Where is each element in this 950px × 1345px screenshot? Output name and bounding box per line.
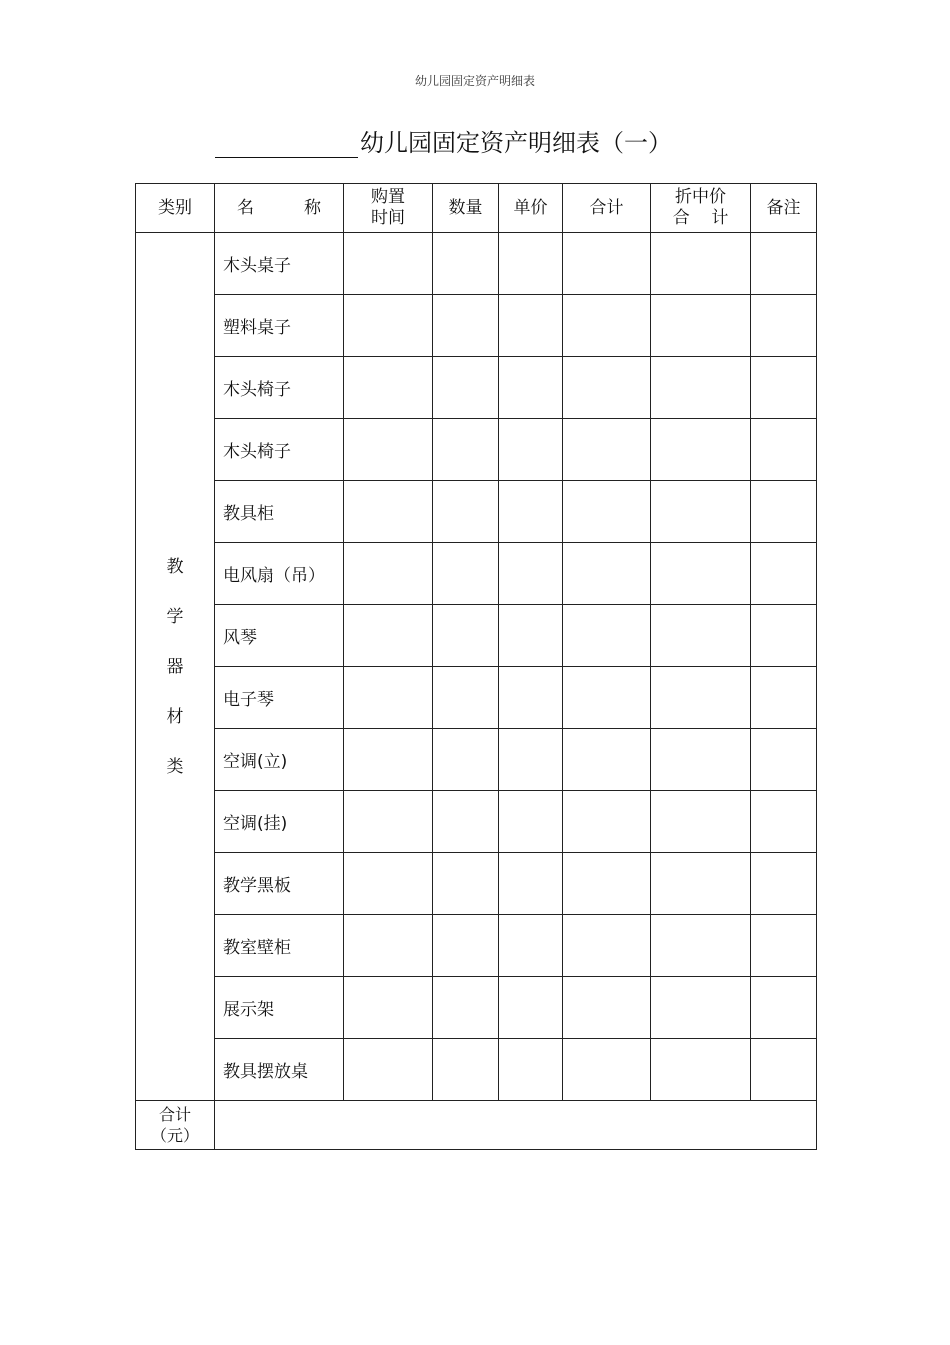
- header-depreciated-total: [651, 184, 751, 233]
- running-header: 幼儿园固定资产明细表: [414, 74, 535, 88]
- remarks-cell[interactable]: [751, 419, 817, 481]
- remarks-cell[interactable]: [751, 481, 817, 543]
- item-name: 木头桌子: [215, 233, 344, 295]
- header-purchase-line1: 购置: [371, 187, 405, 207]
- table-row: [136, 543, 817, 605]
- remarks-cell[interactable]: [751, 1039, 817, 1101]
- table-header-row: [136, 184, 817, 233]
- quantity-cell[interactable]: [433, 667, 499, 729]
- table-row: [136, 791, 817, 853]
- item-name: 电风扇（吊）: [215, 543, 344, 605]
- remarks-cell[interactable]: [751, 667, 817, 729]
- header-purchase-line2: 时间: [371, 208, 405, 228]
- asset-table: [135, 183, 817, 1150]
- header-depr-line2-a: 合: [672, 208, 690, 228]
- depreciated-total-cell[interactable]: [651, 357, 751, 419]
- category-char: 器: [166, 656, 184, 677]
- title-fill-blank: [215, 129, 358, 158]
- remarks-cell[interactable]: [751, 357, 817, 419]
- header-category: 类别: [136, 184, 215, 233]
- depreciated-total-cell[interactable]: [651, 233, 751, 295]
- total-label: [136, 1101, 215, 1150]
- item-name: 电子琴: [215, 667, 344, 729]
- quantity-cell[interactable]: [433, 915, 499, 977]
- depreciated-total-cell[interactable]: [651, 977, 751, 1039]
- item-name: 木头椅子: [215, 357, 344, 419]
- subtotal-cell[interactable]: [563, 481, 651, 543]
- remarks-cell[interactable]: [751, 977, 817, 1039]
- item-name: 风琴: [215, 605, 344, 667]
- header-depr-line1: 折中价: [675, 187, 726, 207]
- subtotal-cell[interactable]: [563, 357, 651, 419]
- purchase-time-cell[interactable]: [344, 605, 433, 667]
- header-name: [215, 184, 344, 233]
- remarks-cell[interactable]: [751, 853, 817, 915]
- subtotal-cell[interactable]: [563, 791, 651, 853]
- unit-price-cell[interactable]: [499, 667, 563, 729]
- total-value-cell[interactable]: [215, 1101, 817, 1150]
- table-row: [136, 295, 817, 357]
- purchase-time-cell[interactable]: [344, 1039, 433, 1101]
- purchase-time-cell[interactable]: [344, 295, 433, 357]
- item-name: 教具柜: [215, 481, 344, 543]
- table-row: [136, 481, 817, 543]
- table-row: [136, 729, 817, 791]
- depreciated-total-cell[interactable]: [651, 481, 751, 543]
- document-title-row: [215, 122, 672, 158]
- header-remarks: 备注: [751, 184, 817, 233]
- quantity-cell[interactable]: [433, 357, 499, 419]
- unit-price-cell[interactable]: [499, 605, 563, 667]
- quantity-cell[interactable]: [433, 605, 499, 667]
- unit-price-cell[interactable]: [499, 977, 563, 1039]
- depreciated-total-cell[interactable]: [651, 729, 751, 791]
- item-name: 教学黑板: [215, 853, 344, 915]
- header-name-part-a: 名: [237, 198, 254, 218]
- quantity-cell[interactable]: [433, 419, 499, 481]
- purchase-time-cell[interactable]: [344, 357, 433, 419]
- depreciated-total-cell[interactable]: [651, 915, 751, 977]
- item-name: 木头椅子: [215, 419, 344, 481]
- purchase-time-cell[interactable]: [344, 481, 433, 543]
- purchase-time-cell[interactable]: [344, 853, 433, 915]
- subtotal-cell[interactable]: [563, 915, 651, 977]
- header-depr-line2: [651, 208, 750, 229]
- remarks-cell[interactable]: [751, 791, 817, 853]
- item-name: 教具摆放桌: [215, 1039, 344, 1101]
- item-name: 展示架: [215, 977, 344, 1039]
- depreciated-total-cell[interactable]: [651, 419, 751, 481]
- subtotal-cell[interactable]: [563, 729, 651, 791]
- remarks-cell[interactable]: [751, 295, 817, 357]
- subtotal-cell[interactable]: [563, 667, 651, 729]
- depreciated-total-cell[interactable]: [651, 1039, 751, 1101]
- remarks-cell[interactable]: [751, 915, 817, 977]
- table-row: [136, 853, 817, 915]
- category-cell: [136, 233, 215, 1101]
- unit-price-cell[interactable]: [499, 481, 563, 543]
- quantity-cell[interactable]: [433, 853, 499, 915]
- subtotal-cell[interactable]: [563, 543, 651, 605]
- quantity-cell[interactable]: [433, 791, 499, 853]
- unit-price-cell[interactable]: [499, 419, 563, 481]
- subtotal-cell[interactable]: [563, 419, 651, 481]
- total-label-line1: 合计: [158, 1105, 191, 1124]
- table-row: [136, 667, 817, 729]
- unit-price-cell[interactable]: [499, 791, 563, 853]
- depreciated-total-cell[interactable]: [651, 791, 751, 853]
- purchase-time-cell[interactable]: [344, 233, 433, 295]
- quantity-cell[interactable]: [433, 977, 499, 1039]
- subtotal-cell[interactable]: [563, 295, 651, 357]
- unit-price-cell[interactable]: [499, 853, 563, 915]
- table-row: [136, 977, 817, 1039]
- unit-price-cell[interactable]: [499, 233, 563, 295]
- unit-price-cell[interactable]: [499, 543, 563, 605]
- quantity-cell[interactable]: [433, 543, 499, 605]
- item-name: 教室壁柜: [215, 915, 344, 977]
- header-subtotal: 合计: [563, 184, 651, 233]
- table-body: [136, 233, 817, 1101]
- unit-price-cell[interactable]: [499, 729, 563, 791]
- quantity-cell[interactable]: [433, 729, 499, 791]
- quantity-cell[interactable]: [433, 233, 499, 295]
- table-row: [136, 1039, 817, 1101]
- purchase-time-cell[interactable]: [344, 543, 433, 605]
- remarks-cell[interactable]: [751, 729, 817, 791]
- quantity-cell[interactable]: [433, 295, 499, 357]
- subtotal-cell[interactable]: [563, 853, 651, 915]
- purchase-time-cell[interactable]: [344, 915, 433, 977]
- depreciated-total-cell[interactable]: [651, 853, 751, 915]
- unit-price-cell[interactable]: [499, 357, 563, 419]
- purchase-time-cell[interactable]: [344, 977, 433, 1039]
- subtotal-cell[interactable]: [563, 233, 651, 295]
- table-row: [136, 605, 817, 667]
- item-name: 空调(立): [215, 729, 344, 791]
- header-purchase-time: [344, 184, 433, 233]
- total-row: [136, 1101, 817, 1150]
- purchase-time-cell[interactable]: [344, 791, 433, 853]
- table-row: [136, 233, 817, 295]
- remarks-cell[interactable]: [751, 233, 817, 295]
- item-name: 空调(挂): [215, 791, 344, 853]
- remarks-cell[interactable]: [751, 605, 817, 667]
- purchase-time-cell[interactable]: [344, 667, 433, 729]
- depreciated-total-cell[interactable]: [651, 543, 751, 605]
- table-row: [136, 419, 817, 481]
- category-char: 教: [166, 556, 184, 577]
- category-char: 材: [166, 706, 184, 727]
- quantity-cell[interactable]: [433, 1039, 499, 1101]
- table-row: [136, 915, 817, 977]
- purchase-time-cell[interactable]: [344, 419, 433, 481]
- unit-price-cell[interactable]: [499, 295, 563, 357]
- header-quantity: 数量: [433, 184, 499, 233]
- subtotal-cell[interactable]: [563, 977, 651, 1039]
- document-title: 幼儿园固定资产明细表（一）: [360, 129, 672, 157]
- category-char: 类: [166, 756, 184, 777]
- unit-price-cell[interactable]: [499, 1039, 563, 1101]
- table-row: [136, 357, 817, 419]
- header-unit-price: 单价: [499, 184, 563, 233]
- header-name-part-b: 称: [304, 198, 321, 218]
- depreciated-total-cell[interactable]: [651, 605, 751, 667]
- depreciated-total-cell[interactable]: [651, 295, 751, 357]
- total-label-line2: （元）: [150, 1126, 199, 1145]
- depreciated-total-cell[interactable]: [651, 667, 751, 729]
- unit-price-cell[interactable]: [499, 915, 563, 977]
- remarks-cell[interactable]: [751, 543, 817, 605]
- subtotal-cell[interactable]: [563, 1039, 651, 1101]
- subtotal-cell[interactable]: [563, 605, 651, 667]
- purchase-time-cell[interactable]: [344, 729, 433, 791]
- quantity-cell[interactable]: [433, 481, 499, 543]
- header-depr-line2-b: 计: [711, 208, 729, 228]
- item-name: 塑料桌子: [215, 295, 344, 357]
- category-char: 学: [166, 606, 184, 627]
